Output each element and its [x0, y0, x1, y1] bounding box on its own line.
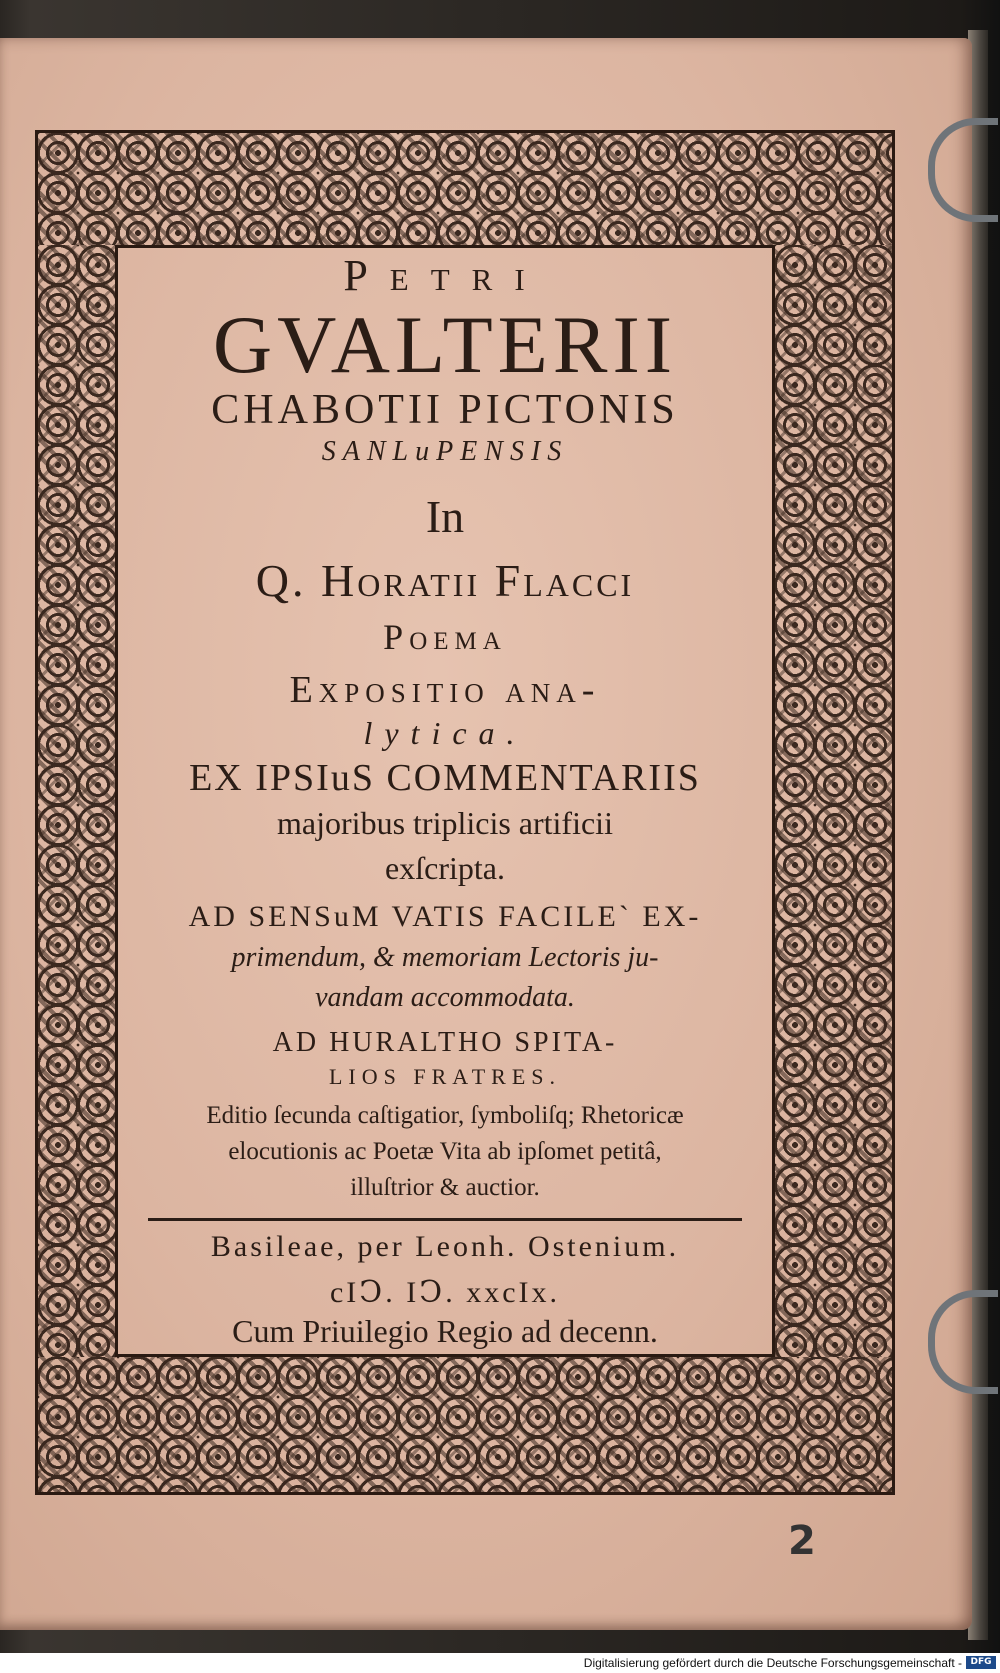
- author-place: SANLuPENSIS: [321, 436, 569, 467]
- source-line-2: majoribus triplicis artificii: [277, 805, 613, 841]
- pencil-page-number: 2: [788, 1518, 816, 1564]
- digitization-footer: [0, 1653, 1000, 1673]
- work-author: Q. Horatii Flacci: [255, 555, 635, 606]
- privilege-line: Cum Priuilegio Regio ad decenn.: [232, 1313, 658, 1349]
- dfg-logo: DFG: [966, 1656, 996, 1669]
- author-name: GVALTERII: [212, 299, 678, 390]
- edition-line-3: illuſtrior & auctior.: [350, 1174, 540, 1201]
- title-in: In: [425, 491, 465, 542]
- exposition-line-2: lytica.: [363, 715, 527, 751]
- imprint-date: cIↃ. IↃ. xxcIx.: [329, 1276, 560, 1309]
- edition-line-2: elocutionis ac Poetæ Vita ab ipſomet petitâ,: [228, 1138, 662, 1165]
- dedication-line-2: LIOS FRATRES.: [328, 1064, 562, 1089]
- author-origin: CHABOTII PICTONIS: [211, 387, 679, 433]
- exposition-line-1: Expositio ana-: [289, 669, 601, 711]
- purpose-line-2: primendum, & memoriam Lectoris ju-: [231, 942, 659, 973]
- author-first-name: Petri: [343, 251, 547, 300]
- work-title: Poema: [383, 617, 507, 657]
- funding-credit: Digitalisierung gefördert durch die Deutsche Forschungsgemeinschaft -: [583, 1656, 962, 1670]
- dedication-line-1: AD HURALTHO SPITA-: [272, 1027, 618, 1058]
- source-line-3: exſcripta.: [385, 850, 505, 886]
- imprint-place: Basileae, per Leonh. Ostenium.: [210, 1230, 680, 1263]
- purpose-line-1: AD SENSuM VATIS FACILE` EX-: [188, 900, 702, 933]
- imprint-divider: [148, 1218, 742, 1221]
- purpose-line-3: vandam accommodata.: [315, 982, 575, 1013]
- source-line-1: EX IPSIuS COMMENTARIIS: [189, 757, 701, 799]
- title-text-block: [118, 250, 772, 1354]
- edition-line-1: Editio ſecunda caſtigatior, ſymboliſq; Rhetoricæ: [206, 1102, 684, 1129]
